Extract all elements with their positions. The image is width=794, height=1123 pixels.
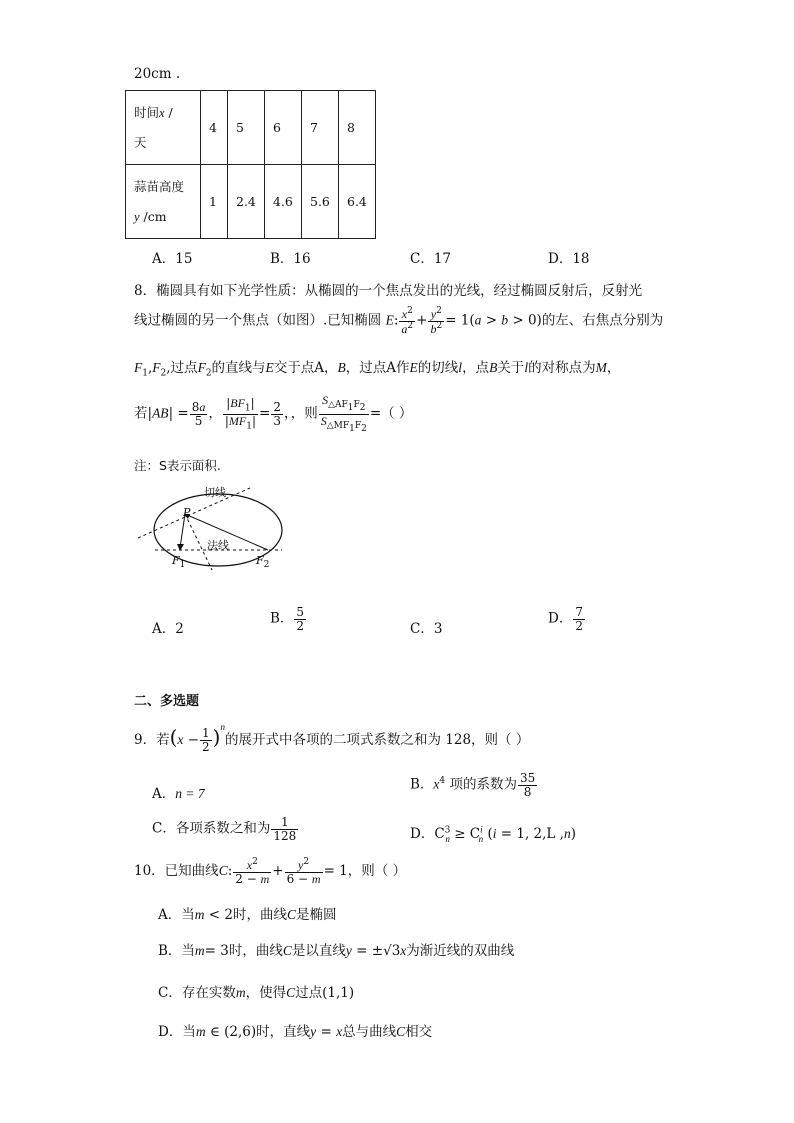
section-title: 二、多选题: [134, 694, 200, 709]
q9-d-label: D．: [410, 826, 435, 842]
q8-option-b-label: B．: [270, 610, 294, 627]
q10-option-b: B．当m= 3时，曲线C是以直线y = ±√3x为渐近线的双曲线: [158, 943, 515, 959]
table-cell: 2.4: [228, 165, 265, 239]
q8-line2-text-b: 的左、右焦点分别为: [541, 312, 664, 329]
q8-option-d-label: D．: [548, 610, 573, 627]
table-cell: 7: [302, 91, 339, 165]
q10-text: C．存在实数: [158, 985, 236, 1001]
q10-stem: 10．已知曲线C: $\frac{x^2}{2 - m}$ + $\frac{y^2}{6 - m}$ = 1，则（ ）: [134, 857, 407, 886]
q9-option-b: B．$x^4$ 项的系数为 $\frac{35}{8}$: [410, 771, 536, 799]
table-cell: 4: [201, 91, 228, 165]
q10-text: 相交: [405, 1024, 433, 1040]
table-cell: 1: [201, 165, 228, 239]
q8-text: 的对称点为: [528, 360, 596, 376]
q10-option-a: A．当m < 2时，曲线C是椭圆: [158, 907, 337, 923]
header-time-slash: /: [164, 104, 173, 120]
table-cell: 5: [228, 91, 265, 165]
q10-text: B．当: [158, 943, 195, 959]
q7-option-a: A．15: [152, 251, 193, 267]
q8-line4: 若|AB| = $\frac{8a}{5}$ ， $\frac{|BF_1|}{|MF_1|}$ = $\frac{2}{3}$ ，，则 $\frac{S_{\triangle AF_1F_2}}{S_{\triangle MF_1F_2}}$ =（ ）: [134, 393, 413, 434]
arrow-head: [177, 544, 184, 551]
table-cell: 6.4: [339, 165, 376, 239]
table-cell: 8: [339, 91, 376, 165]
q8-text: 的直线与: [211, 360, 266, 376]
header-height-text: 蒜苗高度: [134, 178, 185, 194]
q8-option-a: A．2: [152, 621, 184, 637]
q8-line2-text: 线过椭圆的另一个焦点（如图）.已知椭圆: [134, 312, 382, 329]
ray-pf1: [180, 514, 185, 548]
q8-line3: $F_1,F_2$,过点$F_2$的直线与E交于点A，B，过点A作E的切线l，点B关于l的对称点为M，: [134, 360, 621, 379]
q10-text: 10．已知曲线: [134, 863, 219, 880]
q8-option-d: D． $\frac{7}{2}$: [548, 605, 583, 633]
q8-option-c: C．3: [410, 621, 443, 637]
q8-text: （ ）: [381, 405, 413, 422]
q10-text: D．当: [158, 1024, 196, 1040]
header-height-unit: /cm: [139, 208, 167, 224]
q9-option-a: [152, 782, 205, 802]
intro-tail: 20cm .: [134, 66, 181, 82]
q8-text: ，则: [290, 405, 318, 422]
q10-text: 时，直线: [256, 1024, 311, 1040]
q8-text: 的切线: [417, 360, 459, 376]
q9-text: 的展开式中各项的二项式系数之和为 128，则（ ）: [224, 732, 530, 748]
fig-normal-label: 法线: [207, 539, 229, 552]
row-header-height: [126, 165, 201, 239]
q8-note: 注：S表示面积.: [134, 458, 221, 473]
fig-f1-text: F: [172, 554, 180, 567]
q8-text: ，过点A作: [345, 360, 410, 376]
q8-text: 若: [134, 405, 148, 422]
header-time-var: x: [159, 105, 165, 120]
table-row: [126, 91, 376, 165]
q10-text: 总与曲线: [342, 1024, 397, 1040]
q10-text: A．当: [158, 907, 195, 923]
q9-a-label: A．: [152, 786, 176, 802]
tangent-line: [138, 488, 250, 538]
fig-f1-label: $F_1$: [172, 554, 186, 571]
q10-text: 时，曲线: [228, 943, 283, 959]
q8-option-b: B． $\frac{5}{2}$: [270, 605, 305, 633]
q9-stem: 9．若(x − $\frac{1}{2}$ )$^n$的展开式中各项的二项式系数之和为 128，则（ ）: [134, 722, 530, 754]
fig-p-text: P: [183, 506, 191, 519]
fig-tangent-label: 切线: [204, 486, 226, 499]
q7-option-d: D．18: [548, 251, 590, 267]
q8-text: 关于: [497, 360, 525, 376]
q10-text: ，使得: [245, 985, 287, 1001]
q8-text: ,过点: [166, 360, 198, 376]
header-time-text: 时间: [134, 104, 160, 120]
q10-text: ，则（ ）: [347, 863, 407, 880]
q9-a-expr: n = 7: [175, 786, 205, 801]
growth-table: [125, 90, 376, 239]
table-cell: 4.6: [265, 165, 302, 239]
header-height-var: y: [134, 209, 140, 224]
table-row: [126, 165, 376, 239]
q8-line1: 8．椭圆具有如下光学性质：从椭圆的一个焦点发出的光线，经过椭圆反射后，反射光: [134, 283, 643, 299]
q10-option-c: C．存在实数m，使得C过点(1,1): [158, 985, 355, 1001]
table-cell: 6: [265, 91, 302, 165]
q10-text: 是椭圆: [296, 907, 337, 923]
fig-p-label: [183, 506, 190, 519]
q10-text: 为渐近线的双曲线: [406, 943, 515, 959]
q10-text: 过点: [295, 985, 323, 1001]
q10-text: 时，曲线: [232, 907, 287, 923]
q8-text: ，点: [462, 360, 490, 376]
fig-f2-text: F: [256, 554, 264, 567]
row-header-time: [126, 91, 201, 165]
q10-option-d: D．当m ∈ (2,6)时，直线y = x总与曲线C相交: [158, 1024, 433, 1040]
q7-option-c: C．17: [410, 251, 452, 267]
header-time-unit: 天: [134, 134, 147, 150]
fig-f2-label: $F_2$: [256, 554, 270, 571]
q9-c-label: C．各项系数之和为: [152, 820, 271, 837]
q9-option-d: D．$C^3_n \ge C^i_n$ (i = 1, 2,L ,n): [410, 824, 577, 844]
q8-text: 交于点A，: [273, 360, 338, 376]
table-cell: 5.6: [302, 165, 339, 239]
q9-option-c: C．各项系数之和为 $\frac{1}{128}$: [152, 815, 297, 843]
q8-line2: 线过椭圆的另一个焦点（如图）.已知椭圆 E: $\frac{x^2}{a^2}$ + $\frac{y^2}{b^2}$ = 1(a > b > 0)的左、右焦点分别为: [134, 306, 664, 336]
q9-b-text: 项的系数为: [449, 776, 517, 793]
q7-option-b: B．16: [270, 251, 311, 267]
q9-b-label: B．: [410, 776, 434, 793]
q10-text: 是以直线: [291, 943, 346, 959]
q9-text: 9．若: [134, 732, 170, 748]
